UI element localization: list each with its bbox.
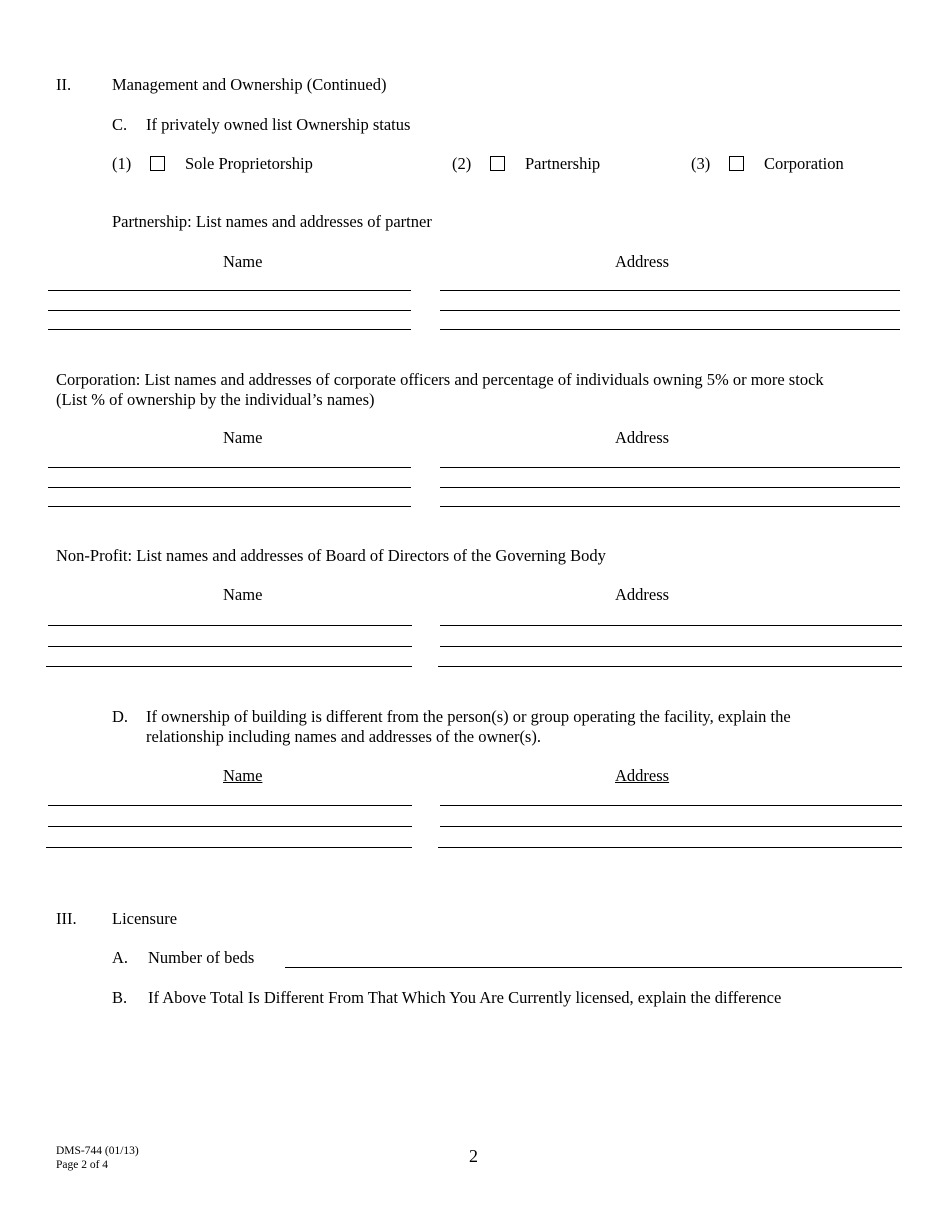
section-iii-title: Licensure bbox=[112, 909, 178, 928]
nonprofit-address-header: Address bbox=[615, 585, 670, 604]
section-iii-numeral: III. bbox=[56, 909, 77, 928]
licensed-difference-label: If Above Total Is Different From That Which You Are Currently licensed, explain the difference bbox=[148, 988, 782, 1007]
section-ii-numeral: II. bbox=[56, 75, 72, 94]
item-c-letter: C. bbox=[112, 115, 128, 134]
page-of: Page 2 of 4 bbox=[56, 1159, 109, 1171]
item-c-text: If privately owned list Ownership status bbox=[146, 115, 411, 134]
section-ii-title: Management and Ownership (Continued) bbox=[112, 75, 387, 94]
partnership-name-line[interactable] bbox=[48, 310, 411, 311]
corporation-name-line[interactable] bbox=[48, 506, 411, 507]
option-1-label: Sole Proprietorship bbox=[185, 154, 313, 173]
number-of-beds-field[interactable] bbox=[285, 967, 902, 968]
option-3-label: Corporation bbox=[764, 154, 844, 173]
nonprofit-name-line[interactable] bbox=[46, 666, 412, 667]
owner-name-line[interactable] bbox=[46, 847, 412, 848]
partnership-address-header: Address bbox=[615, 252, 670, 271]
nonprofit-address-line[interactable] bbox=[440, 646, 902, 647]
partnership-name-line[interactable] bbox=[48, 329, 411, 330]
partnership-instructions: Partnership: List names and addresses of partner bbox=[112, 212, 432, 231]
corporation-address-header: Address bbox=[615, 428, 670, 447]
item-d-text-continued: relationship including names and addresses of the owner(s). bbox=[146, 727, 541, 746]
item-d-text: If ownership of building is different from the person(s) or group operating the facility, explain the bbox=[146, 707, 791, 726]
owner-name-header: Name bbox=[223, 766, 263, 785]
item-b-letter: B. bbox=[112, 988, 128, 1007]
partnership-checkbox[interactable] bbox=[490, 156, 505, 171]
partnership-address-line[interactable] bbox=[440, 329, 900, 330]
corporation-address-line[interactable] bbox=[440, 506, 900, 507]
sole-proprietorship-checkbox[interactable] bbox=[150, 156, 165, 171]
corporation-name-line[interactable] bbox=[48, 487, 411, 488]
corporation-name-header: Name bbox=[223, 428, 263, 447]
owner-name-line[interactable] bbox=[48, 826, 412, 827]
nonprofit-name-line[interactable] bbox=[48, 625, 412, 626]
item-a-letter: A. bbox=[112, 948, 129, 967]
option-2-number: (2) bbox=[452, 154, 472, 173]
nonprofit-address-line[interactable] bbox=[438, 666, 902, 667]
partnership-address-line[interactable] bbox=[440, 290, 900, 291]
number-of-beds-label: Number of beds bbox=[148, 948, 255, 967]
nonprofit-address-line[interactable] bbox=[440, 625, 902, 626]
corporation-address-line[interactable] bbox=[440, 487, 900, 488]
page-number: 2 bbox=[469, 1146, 478, 1166]
owner-address-line[interactable] bbox=[440, 805, 902, 806]
option-2-label: Partnership bbox=[525, 154, 601, 173]
option-1-number: (1) bbox=[112, 154, 132, 173]
item-d-letter: D. bbox=[112, 707, 129, 726]
owner-name-line[interactable] bbox=[48, 805, 412, 806]
nonprofit-instructions: Non-Profit: List names and addresses of Board of Directors of the Governing Body bbox=[56, 546, 606, 565]
corporation-instructions: Corporation: List names and addresses of corporate officers and percentage of individuals owning 5% or more stock bbox=[56, 370, 824, 389]
partnership-address-line[interactable] bbox=[440, 310, 900, 311]
nonprofit-name-line[interactable] bbox=[48, 646, 412, 647]
owner-address-line[interactable] bbox=[440, 826, 902, 827]
corporation-address-line[interactable] bbox=[440, 467, 900, 468]
owner-address-header: Address bbox=[615, 766, 670, 785]
corporation-checkbox[interactable] bbox=[729, 156, 744, 171]
corporation-instructions-note: (List % of ownership by the individual’s names) bbox=[56, 390, 375, 409]
owner-address-line[interactable] bbox=[438, 847, 902, 848]
corporation-name-line[interactable] bbox=[48, 467, 411, 468]
partnership-name-header: Name bbox=[223, 252, 263, 271]
form-id: DMS-744 (01/13) bbox=[56, 1145, 139, 1157]
nonprofit-name-header: Name bbox=[223, 585, 263, 604]
partnership-name-line[interactable] bbox=[48, 290, 411, 291]
option-3-number: (3) bbox=[691, 154, 711, 173]
